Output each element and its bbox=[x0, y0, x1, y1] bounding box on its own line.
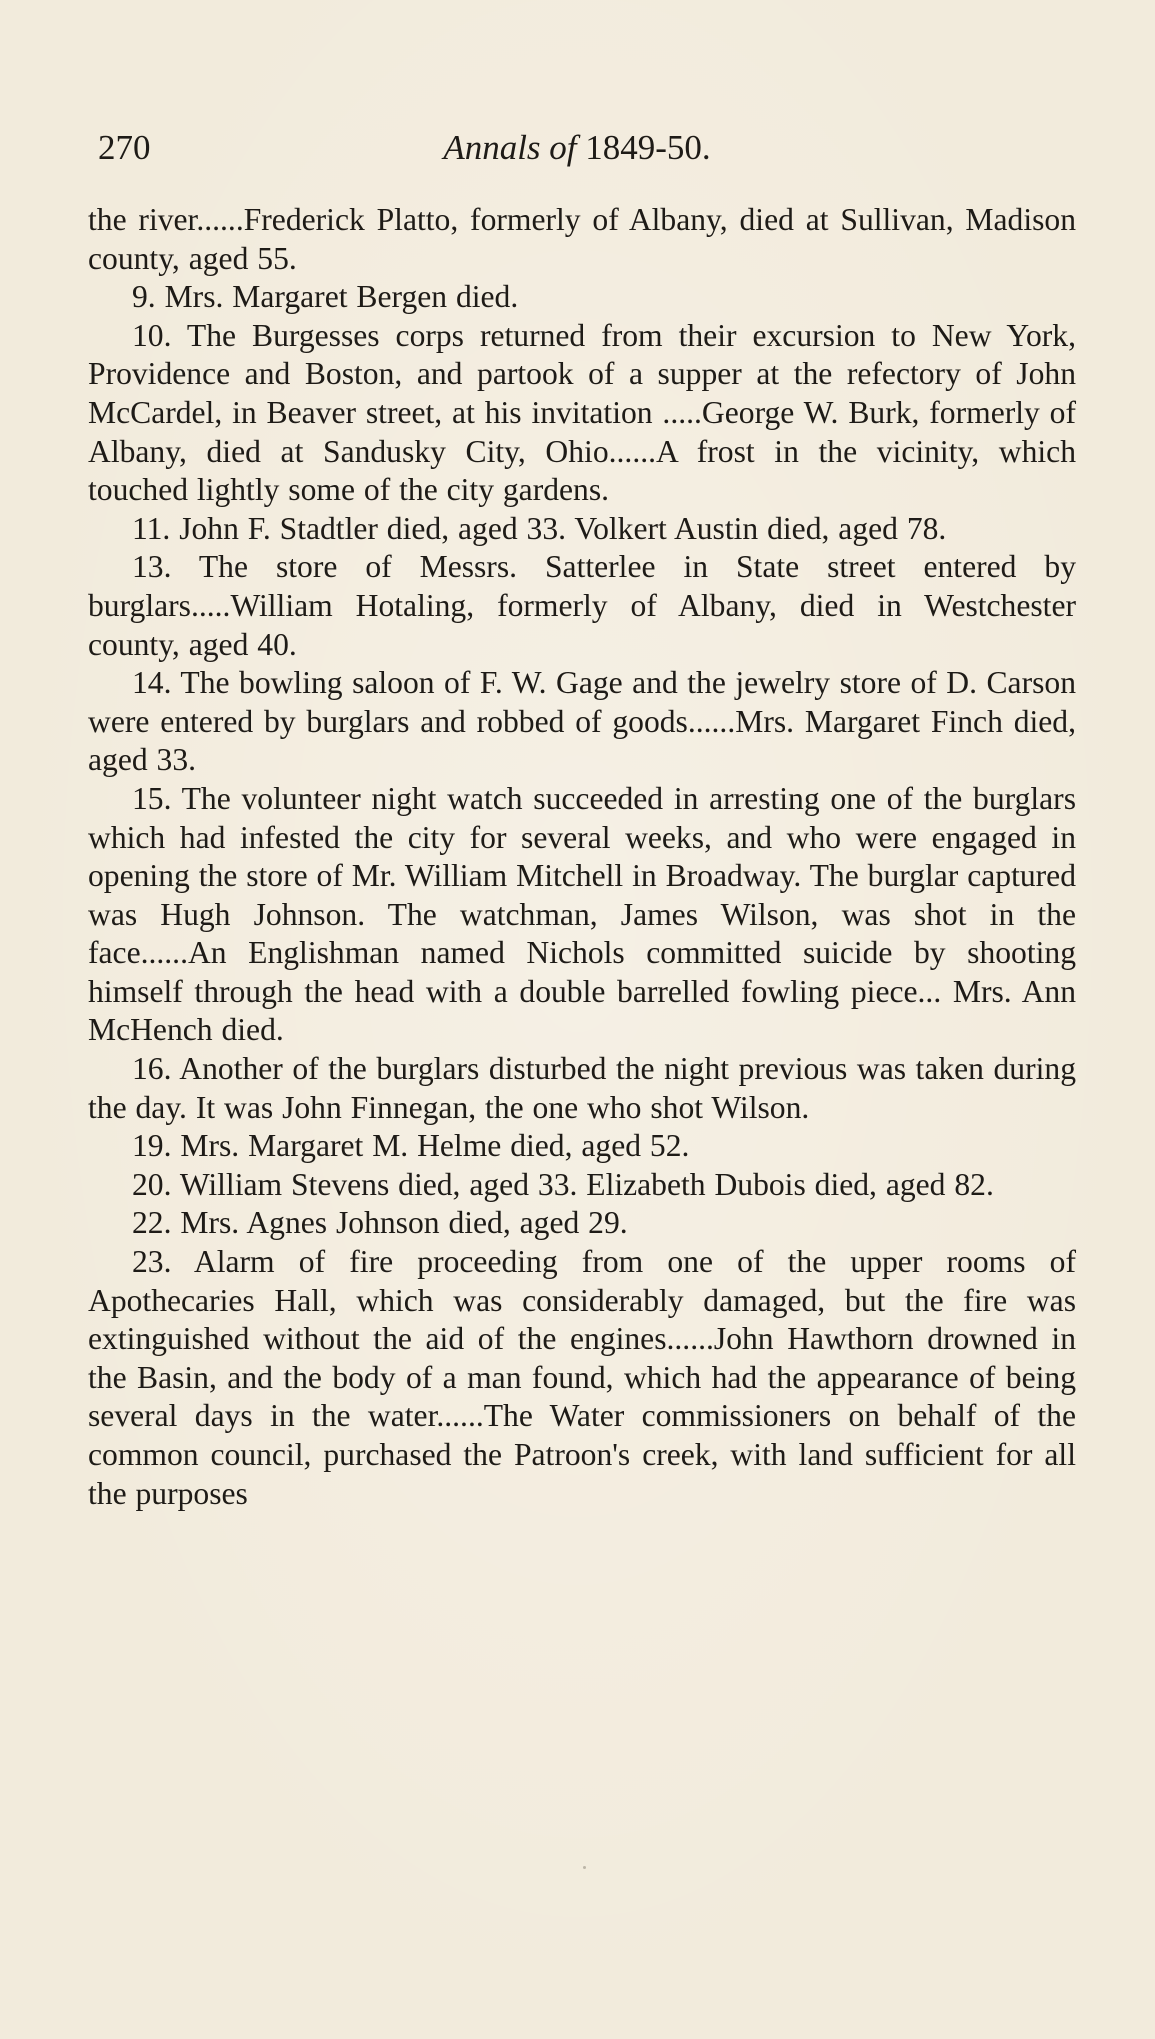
paragraph: 10. The Burgesses corps returned from their excursion to New York, Providence and Boston, and partook of a supper at the refectory of John McCardel, in Beaver street, at his invitation .....George W. Burk, formerly of Albany, died at Sandusky City, Ohio......A frost in the vicinity, which touched lightly some of the city gardens. bbox=[88, 317, 1076, 508]
paragraph: 16. Another of the burglars disturbed the night previous was taken during the day. It was John Finnegan, the one who shot Wilson. bbox=[88, 1051, 1076, 1125]
paragraph: 9. Mrs. Margaret Bergen died. bbox=[132, 279, 519, 315]
paragraph: 23. Alarm of fire proceeding from one of the upper rooms of Apothecaries Hall, which was considerably damaged, but the fire was extinguished without the aid of the engines......John Hawthorn drowned in the Basin, and the body of a man found, which had the appearance of being several days in the water......The Water commissioners on behalf of the common council, purchased the Patroon's creek, with land sufficient for all the purposes bbox=[88, 1244, 1076, 1511]
page-number: 270 bbox=[98, 128, 151, 167]
running-header bbox=[98, 128, 1056, 172]
page-body bbox=[88, 201, 1076, 1513]
running-title-years: 1849-50. bbox=[576, 128, 711, 167]
paragraph: 11. John F. Stadtler died, aged 33. Volkert Austin died, aged 78. bbox=[132, 510, 947, 546]
paragraph: 14. The bowling saloon of F. W. Gage and the jewelry store of D. Carson were entered by burglars and robbed of goods......Mrs. Margaret Finch died, aged 33. bbox=[88, 665, 1076, 778]
paragraph: the river......Frederick Platto, formerly of Albany, died at Sullivan, Madison county, aged 55. bbox=[88, 202, 1076, 276]
paper-speck bbox=[583, 1866, 586, 1869]
running-title-italic: Annals of bbox=[443, 128, 577, 167]
paragraph: 22. Mrs. Agnes Johnson died, aged 29. bbox=[132, 1205, 628, 1241]
paragraph: 15. The volunteer night watch succeeded in arresting one of the burglars which had infested the city for several weeks, and who were engaged in opening the store of Mr. William Mitchell in Broadway. The burglar captured was Hugh Johnson. The watchman, James Wilson, was shot in the face......An Englishman named Nichols committed suicide by shooting himself through the head with a double barrelled fowling piece... Mrs. Ann McHench died. bbox=[88, 780, 1076, 1048]
paragraph: 20. William Stevens died, aged 33. Elizabeth Dubois died, aged 82. bbox=[132, 1166, 994, 1202]
paragraph: 13. The store of Messrs. Satterlee in State street entered by burglars.....William Hotaling, formerly of Albany, died in Westchester county, aged 40. bbox=[88, 549, 1076, 662]
paragraph: 19. Mrs. Margaret M. Helme died, aged 52. bbox=[132, 1128, 690, 1164]
running-title bbox=[98, 128, 1056, 168]
